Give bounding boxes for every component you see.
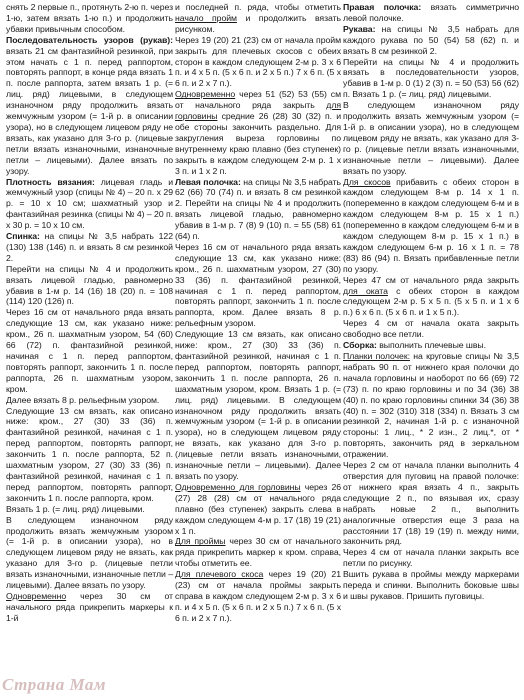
paragraph: В следующем изнаночном ряду продолжить вязать жемчужным узором (= 1-й р. в описании узора), но в следующем лицевом ряду не вязать, как указано для 3-го р. (лицевые петли вязать изнаночными, изнаночные петли – лицевыми). Далее вязать по узору. — [6, 514, 173, 591]
paragraph — [343, 351, 519, 460]
underlined-term: Планки полочек: — [343, 351, 410, 361]
section-heading: Последовательность узоров (рукав): — [6, 34, 173, 45]
paragraph-text: на спицы № 3,5 набрать для каждого рукава по 50 (54) 58 (62) п. и вязать 8 см резинкой 2. — [343, 23, 519, 56]
paragraph — [175, 482, 341, 537]
paragraph-text: прибавить с обеих сторон в каждом следующем 8-м р. 14 х 1 п. (попеременно в каждом следующем 6-м и в каждом следующем 8-м р. 15 х 1 п.) (попеременно в каждом следующем 6-м и в каждом следующем 8-м р. 15 х 1 п.) в каждом следующем 6-м р. 16 х 1 п. = 78 (83) 86 (94) п. Вязать прибавленные петли по узору. — [343, 176, 519, 274]
section-heading: Левая полочка: — [175, 176, 241, 187]
paragraph-text: через 51 (52) 53 (55) см от начального ряда закрыть — [175, 89, 341, 111]
paragraph — [175, 569, 341, 624]
paragraph-text: на спицы № 3,5 набрать 62 (66) 70 (74) п. и вязать 8 см резинкой 2. Перейти на спицы № 4 и продолжить вязать лицевой гладью, равномерно убавив в 1-м р. 7 (8) 9 (10) п. = 55 (58) 61 (64) п. — [175, 176, 341, 242]
paragraph-text: и последней п. ряда, чтобы отметить — [175, 2, 341, 12]
paragraph-back — [6, 231, 173, 264]
watermark-logo: Страна Мам — [2, 675, 107, 694]
paragraph-text: выполнить плечевые швы. — [376, 340, 486, 351]
paragraph — [6, 591, 173, 624]
paragraph: В следующем изнаночном ряду продолжить вязать жемчужным узором (= 1-й р. в описании узора), но в следующем лицевом ряду не вязать, как указано для 3-го р. (лицевые петли вязать изнаночными, изнаночные петли – лицевыми). Далее вязать по узору. — [343, 100, 519, 176]
paragraph: Через 2 см от начала планки выполнить 4 отверстия для пуговиц на правой полочке: от нижнего края вязать 4 п., закрыть следующие 2 п., по вязывая их, сразу набрать новые 2 п., выполнить аналогичные отверстия еще 3 раза на расстоянии 17 (18) 19 (19) п. между ними, закончить ряд. — [343, 460, 519, 547]
underlined-term: для оката — [343, 285, 388, 296]
paragraph: Следующие 13 см вязать, как описано ниже: кром., 27 (30) 33 (36) п. фантазийной резинкой, начиная с 1 п. перед раппортом, повторять раппорт, закончить 1 п. после раппорта, 26 п. шахматным узором, кром. Вязать 1 р. (= лиц. ряд) лицевыми. В следующем изнаночном ряду продолжить вязать жемчужным узором (= 1-й р. в описании узора), но в следующем лицевом ряду не вязать, как указано для 3-го р. (лицевые петли вязать изнаночными, изнаночные петли – лицевыми). Далее вязать по узору. — [175, 329, 341, 481]
paragraph-text: с обеих сторон в каждом следующем 2-м р. 5 х 5 п. (5 х 5 п. и 1 х 6 п.) 6 х 6 п. (5 х 6 п. и 1 х 5 п.). — [343, 285, 519, 318]
section-heading: Плотность вязания: — [6, 176, 95, 187]
paragraph: Через 4 см от начала оката закрыть свободно все петли. — [343, 318, 519, 340]
paragraph: Следующие 13 см вязать, как описано ниже: кром., 27 (30) 33 (36) п. фантазийной резинкой, начиная с 1 п. перед раппортом, повторять раппорт, закончить 1 п. после раппорта, 52 п. шахматным узором, 27 (30) 33 (36) п. фантазийной резинкой, начиная с 1 п. перед раппортом, повторять раппорт, закончить 1 п. после раппорта, кром. — [6, 405, 173, 503]
underlined-term: начало пройм — [175, 12, 237, 23]
paragraph-text: на спицы № 3,5 набрать 122 (130) 138 (146) п. и вязать 8 см резинкой 2. — [6, 231, 173, 263]
paragraph-sleeve-pattern-sequence — [6, 35, 173, 177]
underlined-term: для горловины — [175, 100, 341, 122]
paragraph-left-front — [175, 177, 341, 242]
section-heading: Сборка: — [343, 340, 377, 351]
paragraph: Вязать 1 р. (= лиц. ряд) лицевыми. — [6, 503, 145, 514]
paragraph: Через 19 (20) 21 (23) см от начала пройм закрыть для плечевых скосов с обеих сторон в каждом следующем 2-м р. 3 х 6 п. и 4 х 5 п. (5 х 6 п. и 2 х 5 п.) 7 х 6 п. (5 х 6 п. и 2 х 7 п.). — [175, 34, 341, 89]
paragraph: Через 4 см от начала планки закрыть все петли по рисунку. — [343, 547, 519, 569]
paragraph-text: вязать 21 см фантазийной резинкой, при этом начать с 1 п. перед раппортом, повторять раппорт, в конце ряда вязать 1 п. после раппорта, затем вязать 1 р. (= лиц. ряд) лицевыми, в следующем изнаночном ряду продолжить вязать жемчужным узором (= 1-й р. в описании узора), но в следующем лицевом ряду не вязать, как указано для 3-го р. (лицевые петли вязать изнаночными, изнаночные петли – лицевыми). Далее вязать по узору. — [6, 45, 173, 176]
paragraph — [175, 536, 341, 569]
underlined-term: Одновременно — [175, 89, 236, 100]
section-heading: Правая полочка: — [343, 2, 422, 12]
paragraph: Вшить рукава в проймы между маркерами переда и спинки. Выполнить боковые швы и швы рукавов. Пришить пуговицы. — [343, 569, 519, 601]
paragraph-text: лицевая гладь и жемчужный узор (спицы № 4) – 20 п. х 29 р. = 10 х 10 см; шахматный узор и фантазийная резинка (спицы № 4) – 20 п. х 30 р. = 10 х 10 см. — [6, 176, 173, 231]
paragraph-text: средние 26 (28) 30 (32) п. и обе стороны закончить раздельно. Для закругления выреза горловины по внутреннему краю плавно (без ступенек) закрыть в каждом следующем 2-м р. 1 х 3 п. и 1 х 2 п. — [175, 111, 341, 176]
paragraph-right-front — [343, 2, 519, 24]
paragraph-assembly — [343, 340, 519, 351]
paragraph: Перейти на спицы № 4 и продолжить вязать в последовательности узоров, убавив в 1-м р. 0 (1) 2 (3) п. = 50 (53) 56 (62) п. Вязать 1 р. (= лиц. ряд) лицевыми. — [343, 56, 519, 100]
paragraph — [175, 89, 341, 176]
text-column-1 — [6, 2, 173, 624]
section-heading: Спинка: — [6, 231, 40, 242]
underlined-term: Для плечевого скоса — [175, 569, 264, 580]
underlined-term: Одновременно — [6, 590, 67, 601]
paragraph-text: через 30 см от начального ряда прикрепить маркеры к 1-й — [6, 590, 173, 623]
paragraph: Через 16 см от начального ряда вязать следующие 13 см, как указано ниже: кром., 26 п. шахматным узором, 54 (60) 66 (72) п. фантазийной резинкой, начиная с 1 п. перед раппортом, повторять раппорт, закончить 1 п. после раппорта, 26 п. шахматным узором, кром. — [6, 307, 173, 394]
text-column-3 — [343, 2, 519, 602]
paragraph-text: через 30 см от начального ряда прикрепить маркер к кром. справа, чтобы отметить ее. — [175, 536, 341, 569]
paragraph — [343, 177, 519, 275]
paragraph-text: Через 47 см от начального ряда закрыть — [343, 274, 519, 285]
paragraph: снять 2 первые п., протянуть 2-ю п. через 1-ю, затем вязать 1-ю п.) и продолжить убавки привычным способом. — [6, 2, 173, 34]
underlined-term: Одновременно для горловины — [175, 481, 301, 492]
paragraph-text: на круговые спицы № 3,5 набрать 90 п. от нижнего края полочки до начала горловины и наоборот по 66 (69) 72 (73) п. по краю горловины и по 34 (36) 38 (40) п. по краю горловины спинки 34 (36) 38 (40) п. = 302 (310) 318 (334) п. Вязать 3 см резинкой 2, начиная 1-й р. с изнаночной стороны: 1 лиц., * 2 изн., 2 лиц.*, от * повторять, закончить ряд в зеркальном отражении. — [343, 351, 519, 460]
paragraph: Через 16 см от начального ряда вязать следующие 13 см, как указано ниже: кром., 26 п. шахматным узором, 27 (30) 33 (36) п. фантазийной резинкой, начиная с 1 п. перед раппортом, повторять раппорт, закончить 1 п. после раппорта, кром. Далее вязать 8 р. рельефным узором. — [175, 241, 341, 329]
paragraph-text: через 26 (27) 28 (28) см от начального ряда плавно (без ступенек) закрыть слева в каждом следующем 4-м р. 17 (18) 19 (21) х 1 п. — [175, 481, 342, 536]
paragraph: Перейти на спицы № 4 и продолжить вязать лицевой гладью, равномерно убавив в 1-м р. 14 (16) 18 (20) п. = 108 (114) 120 (126) п. — [6, 263, 173, 307]
paragraph — [343, 275, 519, 319]
paragraph-gauge — [6, 177, 173, 232]
paragraph: Далее вязать 8 р. рельефным узором. — [6, 394, 160, 405]
underlined-term: Для скосов — [343, 176, 391, 187]
paragraph-sleeves — [343, 24, 519, 57]
paragraph-text: вязать симметрично левой полочке. — [343, 2, 519, 23]
paragraph — [175, 2, 341, 35]
text-column-2 — [175, 2, 341, 624]
paragraph-text: и продолжить вязать рисунком. — [175, 12, 341, 34]
section-heading: Рукава: — [343, 23, 376, 34]
underlined-term: Для проймы — [175, 536, 226, 547]
paragraph-text: через 19 (20) 21 (23) см от начала проймы закрыть справа в каждом следующем 2-м р. 3 х 6 п. и 4 х 5 п. (5 х 6 п. и 2 х 5 п.) 7 х 6 п. (5 х 6 п. и 2 х 7 п.). — [175, 569, 341, 623]
